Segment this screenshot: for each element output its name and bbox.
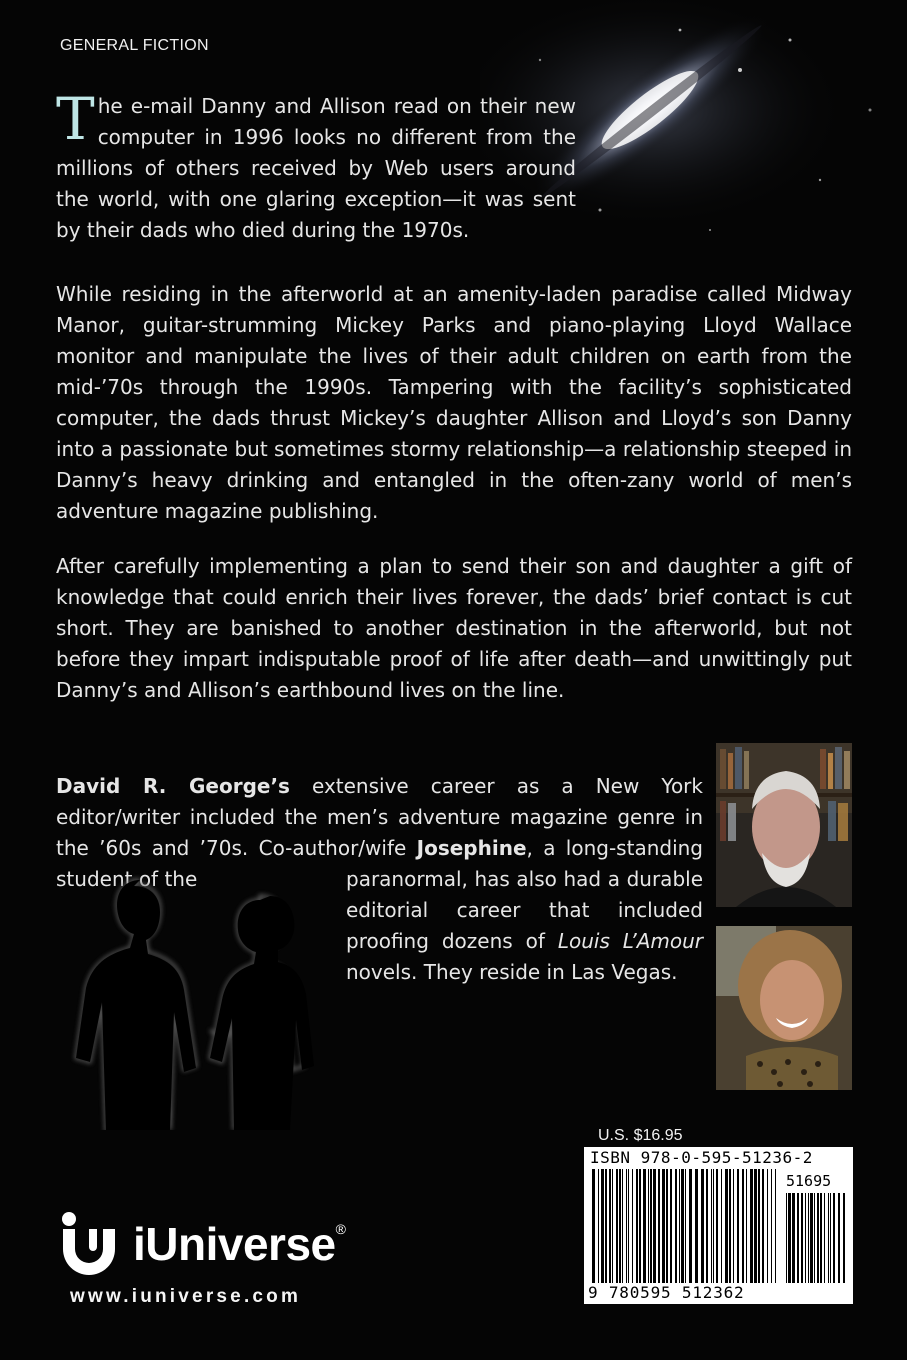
publisher-logo: [55, 1209, 365, 1279]
conclusion-paragraph: After carefully implementing a plan to send their son and daughter a gift of knowledge that could enrich their lives forever, the dads’ brief contact is cut short. They are banished to another destination in the afterworld, but not before they impart indisputable proof of life after death—and unwittingly put Danny’s and Allison’s earthbound lives on the line.: [56, 554, 852, 702]
barcode-bars: [592, 1169, 778, 1283]
bio-text-4: novels. They reside in Las Vegas.: [346, 960, 678, 984]
bio-text-1: extensive career as a New York editor/writer included the men’s adventure magazine genre in the ’60s and ’70s. Co-author/wife: [56, 774, 703, 860]
barcode-digits: 9 780595 512362: [588, 1283, 745, 1302]
publisher-name: [133, 1217, 345, 1271]
author-bio-bottom: [346, 864, 703, 988]
bio-text-2: , a long-standing student of the: [56, 836, 703, 891]
book-reference: Louis L’Amour: [557, 929, 703, 953]
author-photo-josephine: [716, 926, 852, 1090]
author-photo-david: [716, 743, 852, 907]
author-name-david: David R. George’s: [56, 774, 290, 798]
isbn-barcode: [584, 1147, 853, 1304]
price-label: U.S. $16.95: [598, 1127, 683, 1144]
drop-cap: T: [56, 85, 95, 153]
registered-mark: ®: [335, 1221, 346, 1237]
bio-text-3: paranormal, has also had a durable editorial career that included proofing dozens of: [346, 867, 703, 953]
synopsis-paragraph: While residing in the afterworld at an amenity-laden paradise called Midway Manor, guitar-strumming Mickey Parks and piano-playing Lloyd Wallace monitor and manipulate the lives of their adult children on earth from the mid-’70s through the 1990s. Tampering with the facility’s sophisticated computer, the dads thrust Mickey’s daughter Allison and Lloyd’s son Danny into a passionate but sometimes stormy relationship—a relationship steeped in Danny’s heavy drinking and entangled in the often-zany world of men’s adventure magazine publishing.: [56, 282, 852, 523]
isbn-number: ISBN 978-0-595-51236-2: [590, 1148, 813, 1167]
barcode-addon-number: 51695: [786, 1172, 832, 1190]
barcode-addon-bars: [786, 1193, 846, 1283]
genre-label: GENERAL FICTION: [60, 37, 209, 54]
author-name-josephine: Josephine: [416, 836, 527, 860]
intro-text: he e-mail Danny and Allison read on their new computer in 1996 looks no different from the millions of others received by Web users around the world, with one glaring exception—it was sent by their dads who died during the 1970s.: [56, 94, 576, 242]
publisher-url: www.iuniverse.com: [70, 1286, 302, 1307]
intro-paragraph: [56, 85, 576, 246]
iuniverse-logo-icon: [55, 1209, 125, 1279]
couple-silhouette-illustration: [70, 860, 350, 1130]
publisher-name-text: iUniverse: [133, 1218, 336, 1270]
